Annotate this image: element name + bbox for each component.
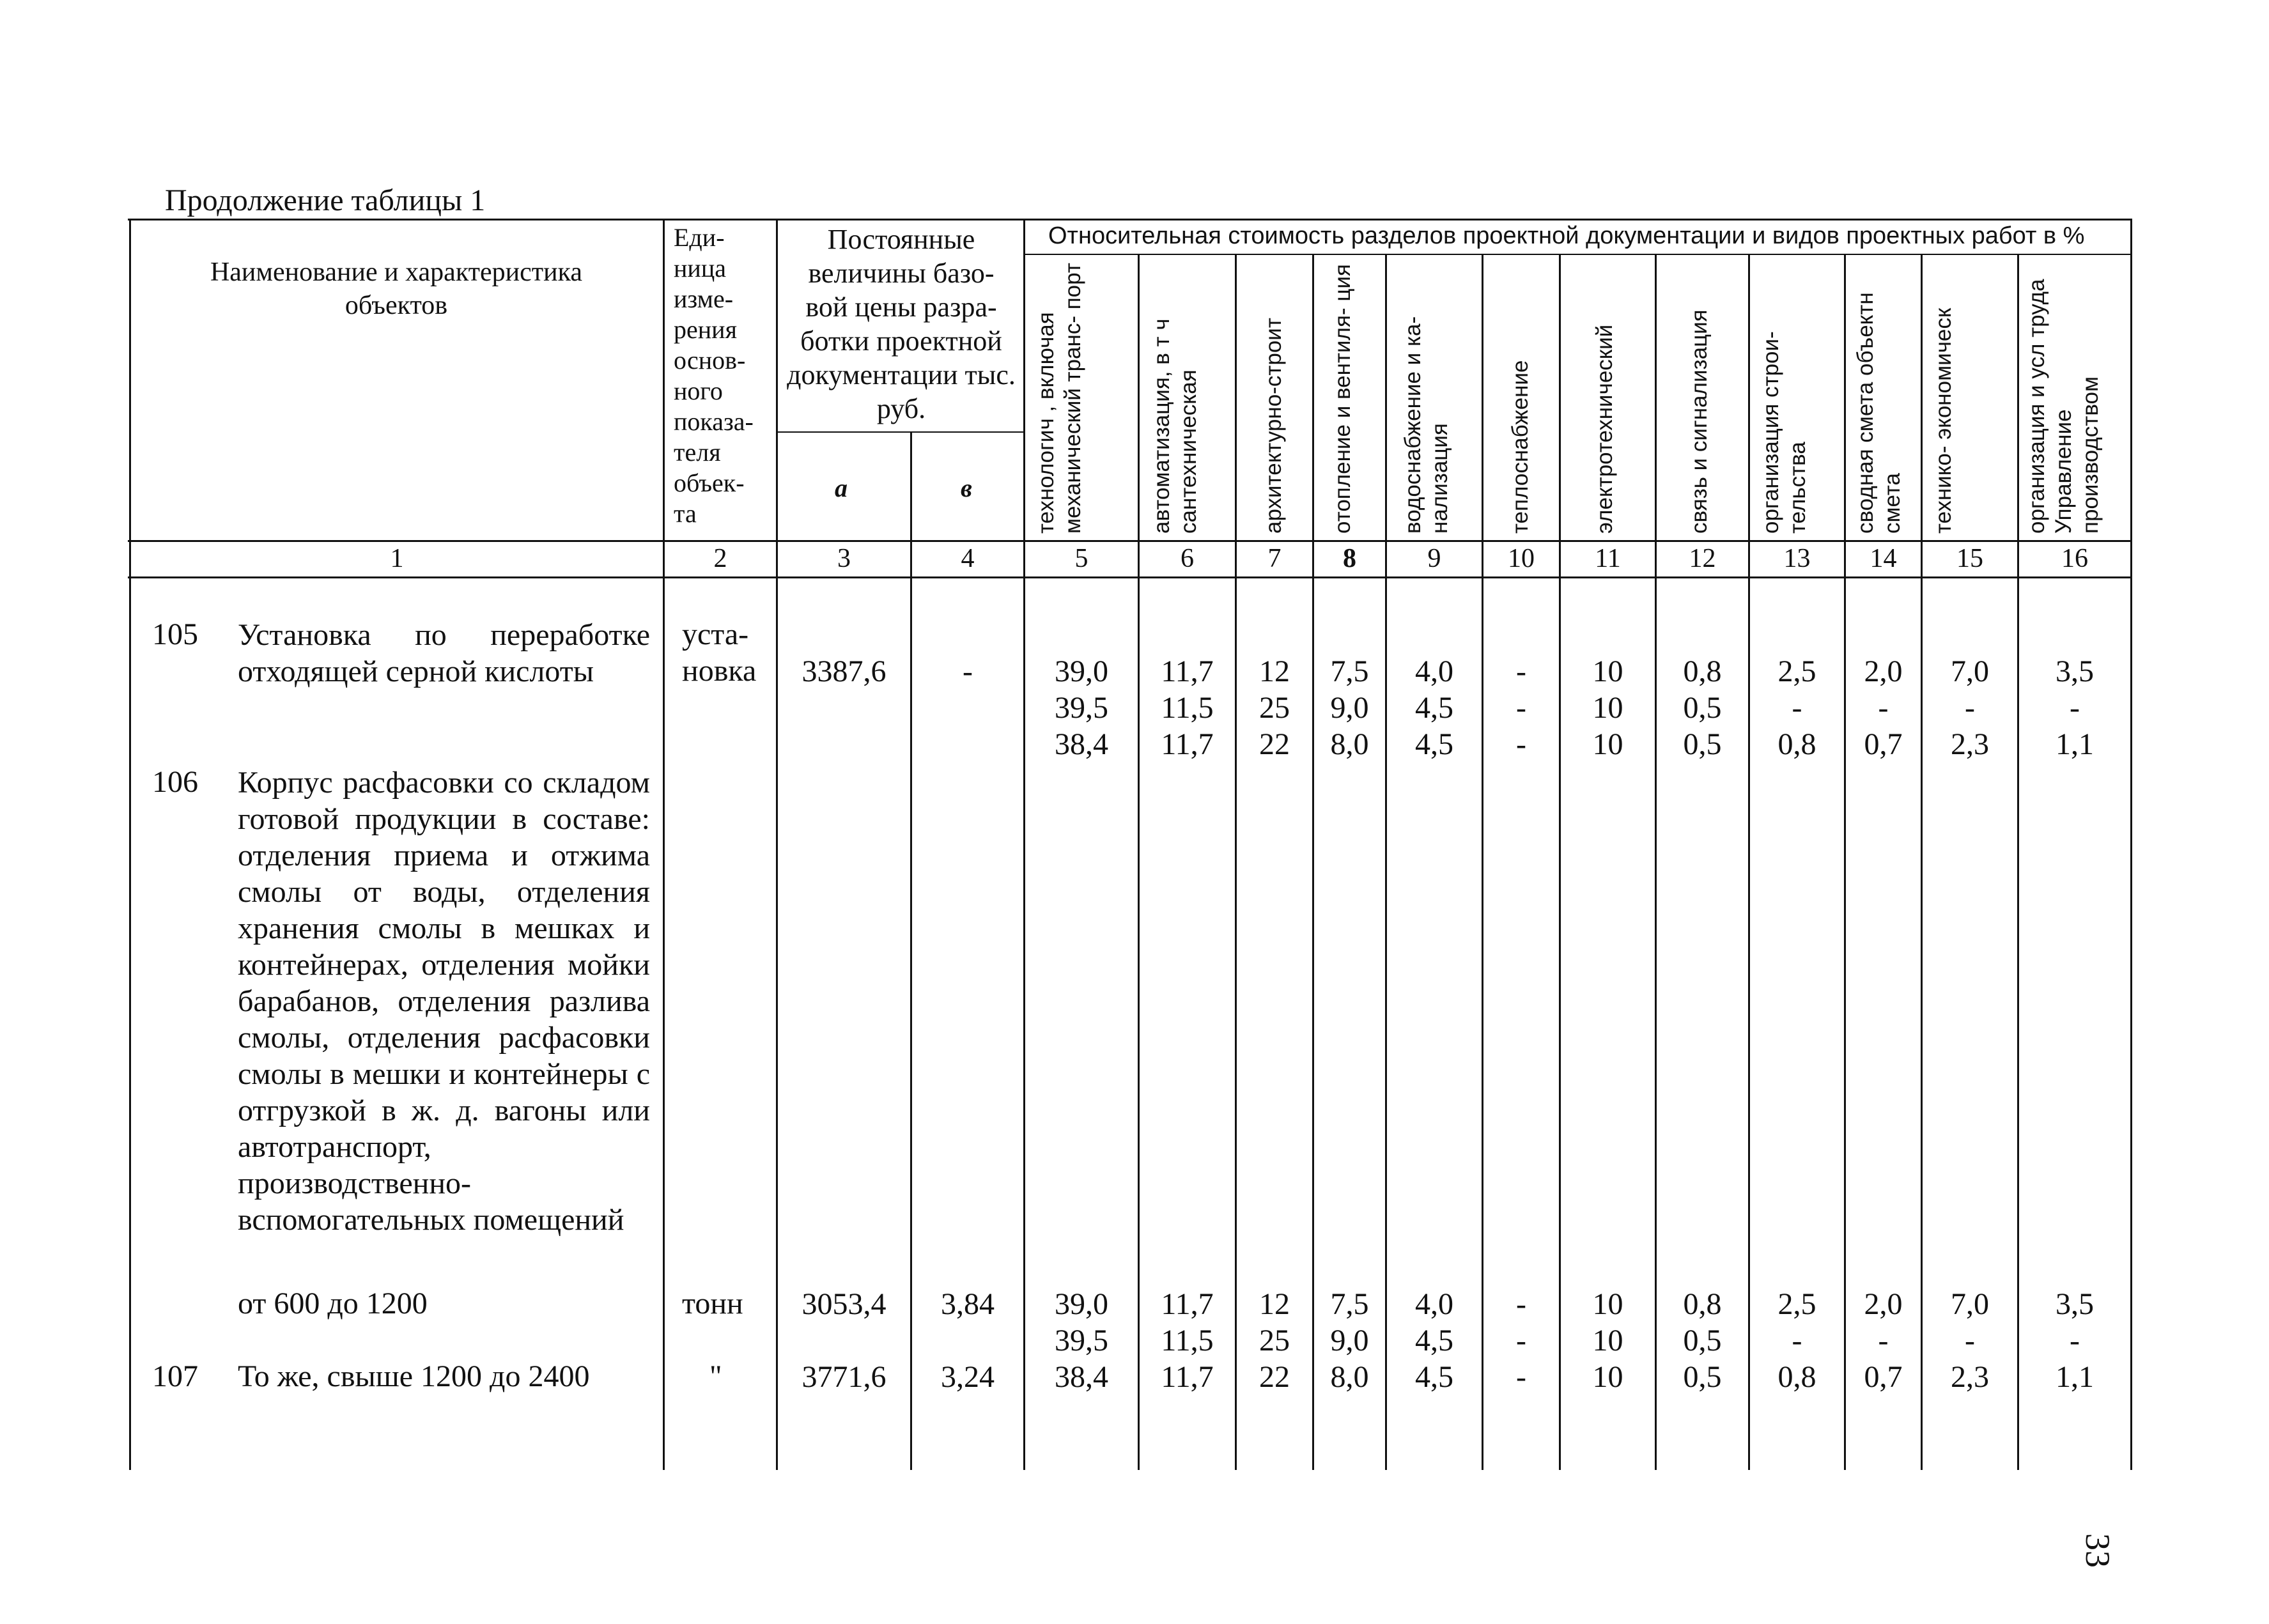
row-unit-line1: уста-: [682, 617, 749, 651]
table-cell: 3,5: [2056, 1287, 2094, 1321]
table-cell: 4,5: [1415, 727, 1453, 761]
table-cell: 39,0: [1055, 654, 1108, 688]
col-number-15: 15: [1956, 544, 1983, 573]
table-cell: 11,5: [1161, 691, 1214, 725]
table-cell: 10: [1592, 727, 1623, 761]
col-header-6: автоматизация, в т ч сантехническая: [1149, 318, 1201, 534]
table-cell: 4,5: [1415, 1360, 1453, 1394]
table-cell: -: [1878, 1324, 1889, 1357]
table-cell: 25: [1259, 1324, 1290, 1357]
table-cell: -: [1792, 1324, 1802, 1357]
table-cell: 12: [1259, 654, 1290, 688]
table-cell: 0,8: [1777, 727, 1816, 761]
row-unit: ": [709, 1359, 722, 1393]
row-subname: от 600 до 1200: [238, 1287, 428, 1320]
table-cell: 39,5: [1055, 691, 1108, 725]
table-cell: 11,7: [1161, 727, 1214, 761]
header-name: Наименование и характеристика объектов: [210, 258, 583, 320]
table-cell: 7,0: [1951, 1287, 1989, 1321]
table-cell: 1,1: [2056, 1360, 2094, 1394]
col-header-12: связь и сигнализация: [1687, 309, 1712, 534]
table-cell: -: [1516, 1287, 1526, 1321]
table-cell: 10: [1592, 691, 1623, 725]
table-cell: 0,5: [1683, 1360, 1722, 1394]
table-cell: -: [1792, 691, 1802, 725]
table-cell: 11,7: [1161, 1287, 1214, 1321]
header-relative-cost: Относительная стоимость разделов проектной документации и видов проектных работ в %: [1048, 222, 2085, 249]
table-caption: Продолжение таблицы 1: [165, 183, 486, 217]
table-cell: 2,3: [1951, 1360, 1989, 1394]
col-header-10: теплоснабжение: [1508, 360, 1533, 534]
table-cell: 10: [1592, 1360, 1623, 1394]
table-cell: 4,0: [1415, 654, 1453, 688]
col-header-14: сводная смета объектн смета: [1853, 292, 1905, 534]
table-cell: 11,7: [1161, 1360, 1214, 1394]
table-cell: 10: [1592, 1324, 1623, 1357]
table-cell: 0,8: [1683, 654, 1722, 688]
row-number: 107: [152, 1359, 198, 1393]
row-number: 105: [152, 617, 198, 651]
table-cell: 0,8: [1777, 1360, 1816, 1394]
row-number: 106: [152, 765, 198, 799]
header-b: в: [961, 474, 972, 502]
col-number-7: 7: [1267, 544, 1282, 573]
row-b-value: 3,84: [941, 1287, 995, 1321]
row-a-value: 3053,4: [802, 1287, 887, 1321]
col-header-13: организация строи- тельства: [1758, 331, 1810, 534]
col-number-14: 14: [1870, 544, 1897, 573]
page-number: 33: [2079, 1533, 2117, 1568]
table-cell: 10: [1592, 1287, 1623, 1321]
table-cell: 0,5: [1683, 691, 1722, 725]
row-name: Установка по переработке отходящей серной кислоты: [238, 618, 650, 688]
table-cell: 0,8: [1683, 1287, 1722, 1321]
col-number-2: 2: [713, 544, 727, 573]
table-cell: 4,5: [1415, 1324, 1453, 1357]
col-number-4: 4: [961, 544, 975, 573]
col-number-3: 3: [837, 544, 851, 573]
col-header-7: архитектурно-строит: [1261, 318, 1286, 534]
col-number-12: 12: [1689, 544, 1716, 573]
table-cell: -: [1878, 691, 1889, 725]
row-unit: тонн: [682, 1287, 743, 1320]
table-cell: 7,0: [1951, 654, 1989, 688]
col-header-15: технико- экономическ: [1931, 307, 1956, 534]
table-cell: -: [1516, 654, 1526, 688]
table-cell: 11,7: [1161, 654, 1214, 688]
table-cell: 25: [1259, 691, 1290, 725]
table-cell: 3,5: [2056, 654, 2094, 688]
table-cell: -: [1516, 1324, 1526, 1357]
table-cell: 9,0: [1330, 1324, 1369, 1357]
table-cell: 4,5: [1415, 691, 1453, 725]
table-cell: 12: [1259, 1287, 1290, 1321]
col-header-11: электротехнический: [1592, 324, 1617, 534]
table-cell: 22: [1259, 1360, 1290, 1394]
table-cell: 0,7: [1864, 1360, 1903, 1394]
row-b-value: 3,24: [941, 1360, 995, 1394]
table-cell: 7,5: [1330, 654, 1369, 688]
table-cell: 1,1: [2056, 727, 2094, 761]
header-unit: Еди- ница изме- рения основ- ного показа- теля объек- та: [674, 223, 754, 528]
row-a-value: 3387,6: [802, 654, 887, 688]
col-number-5: 5: [1074, 544, 1088, 573]
table-cell: 2,3: [1951, 727, 1989, 761]
row-b-value: -: [963, 654, 973, 688]
col-number-13: 13: [1783, 544, 1811, 573]
col-header-5: технологич , включая механический транс- порт: [1034, 263, 1085, 534]
col-number-9: 9: [1427, 544, 1441, 573]
col-number-6: 6: [1181, 544, 1194, 573]
table-cell: 2,5: [1777, 654, 1816, 688]
table-cell: -: [1965, 691, 1975, 725]
table-cell: -: [1516, 727, 1526, 761]
table-cell: 38,4: [1055, 1360, 1108, 1394]
col-number-1: 1: [390, 544, 404, 573]
header-a: а: [835, 474, 848, 502]
table-cell: 0,5: [1683, 727, 1722, 761]
col-number-8: 8: [1343, 544, 1356, 573]
col-number-11: 11: [1595, 544, 1621, 573]
table-cell: -: [1516, 691, 1526, 725]
col-number-16: 16: [2061, 544, 2088, 573]
table-cell: 9,0: [1330, 691, 1369, 725]
table-cell: 10: [1592, 654, 1623, 688]
table-cell: 0,5: [1683, 1324, 1722, 1357]
table-cell: 2,0: [1864, 654, 1903, 688]
table-cell: -: [2070, 691, 2080, 725]
table-cell: 2,5: [1777, 1287, 1816, 1321]
table-cell: 8,0: [1330, 727, 1369, 761]
table-cell: 39,0: [1055, 1287, 1108, 1321]
col-header-16: организация и усл труда Управление производством: [2024, 279, 2103, 534]
col-header-8: отопление и вентиля- ция: [1330, 264, 1355, 534]
table-cell: -: [1516, 1360, 1526, 1394]
row-name: То же, свыше 1200 до 2400: [238, 1359, 590, 1393]
row-unit: новка: [682, 654, 757, 688]
table-cell: 22: [1259, 727, 1290, 761]
table-cell: 4,0: [1415, 1287, 1453, 1321]
table-cell: -: [2070, 1324, 2080, 1357]
col-number-10: 10: [1508, 544, 1535, 573]
col-header-9: водоснабжение и ка- нализация: [1400, 316, 1452, 534]
table-cell: -: [1965, 1324, 1975, 1357]
table-cell: 2,0: [1864, 1287, 1903, 1321]
row-a-value: 3771,6: [802, 1360, 887, 1394]
table-cell: 7,5: [1330, 1287, 1369, 1321]
row-name: Корпус расфасовки со складом готовой продукции в составе: отделения приема и отжима смолы от воды, отделения хранения смолы в мешках и контейнерах, отделения мойки барабанов, отделения разлива смолы, отделения расфасовки смолы в мешки и контейнеры с отгрузкой в ж. д. вагоны или автотранспорт, производственно-вспомогательных помещений: [238, 766, 650, 1237]
table-cell: 11,5: [1161, 1324, 1214, 1357]
table-cell: 8,0: [1330, 1360, 1369, 1394]
table-cell: 0,7: [1864, 727, 1903, 761]
table-cell: 38,4: [1055, 727, 1108, 761]
header-base-price: Постоянные величины базо- вой цены разра- ботки проектной документации тыс. руб.: [787, 224, 1016, 424]
table-cell: 39,5: [1055, 1324, 1108, 1357]
